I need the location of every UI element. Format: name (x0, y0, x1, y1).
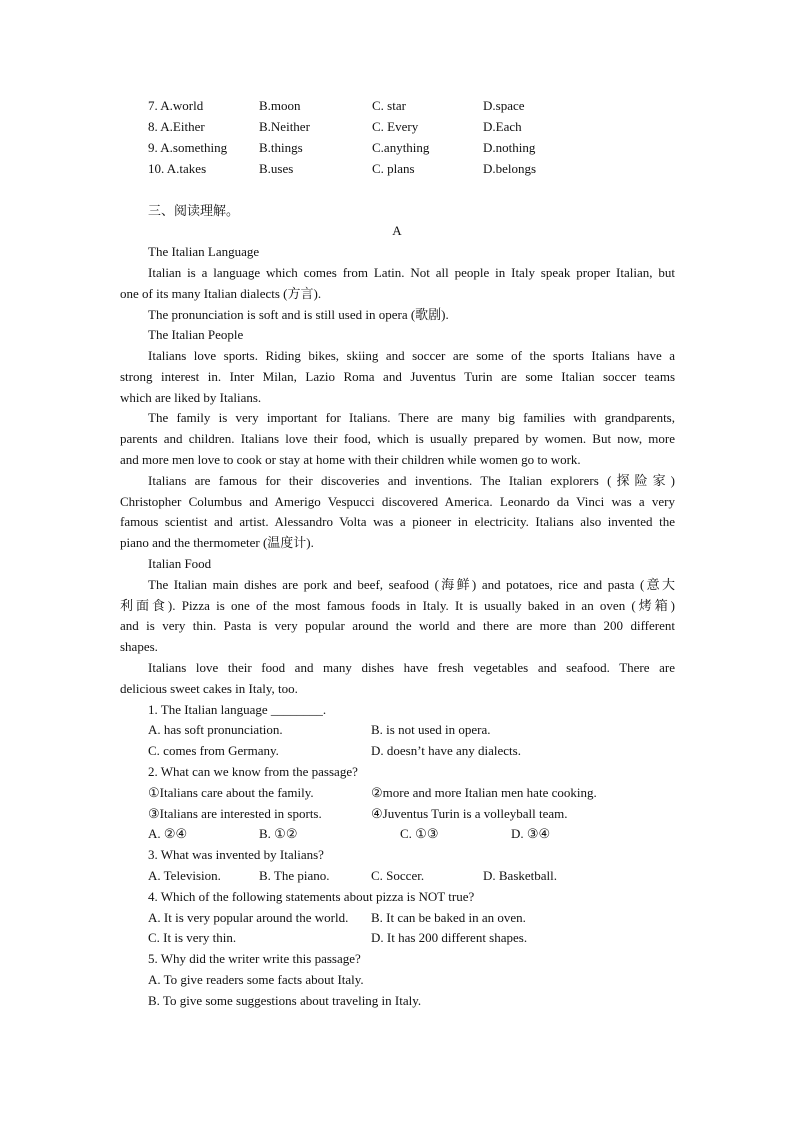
question-5: 5. Why did the writer write this passage? (148, 951, 361, 966)
paragraph-line: one of its many Italian dialects (方言). (120, 286, 322, 301)
q3-option-b: B. The piano. (259, 868, 330, 883)
q9-option-d: D.nothing (483, 140, 536, 155)
heading-italian-language: The Italian Language (148, 244, 260, 259)
paragraph-line: piano and the thermometer (温度计). (120, 535, 314, 550)
paragraph-line: strong interest in. Inter Milan, Lazio Roma and Juventus Turin are some Italian soccer teams (120, 369, 675, 384)
q1-option-b: B. is not used in opera. (371, 722, 491, 737)
q8-option-a: 8. A.Either (148, 119, 205, 134)
paragraph-line: parents and children. Italians love their food, which is usually prepared by women. But now, more (120, 431, 675, 446)
paragraph-line: 利面食). Pizza is one of the most famous foods in Italy. It is usually baked in an oven (烤箱) (120, 598, 675, 613)
q2-statement-4: ④Juventus Turin is a volleyball team. (371, 806, 568, 821)
question-4: 4. Which of the following statements about pizza is NOT true? (148, 889, 475, 904)
q2-option-c: C. ①③ (400, 826, 439, 841)
paragraph-line: Italians love their food and many dishes have fresh vegetables and seafood. There are (148, 660, 675, 675)
heading-italian-people: The Italian People (148, 327, 244, 342)
q10-option-d: D.belongs (483, 161, 537, 176)
heading-italian-food: Italian Food (148, 556, 212, 571)
question-1: 1. The Italian language ________. (148, 702, 327, 717)
q3-option-c: C. Soccer. (371, 868, 425, 883)
q7-option-c: C. star (372, 98, 406, 113)
q4-option-b: B. It can be baked in an oven. (371, 910, 526, 925)
q4-option-d: D. It has 200 different shapes. (371, 930, 528, 945)
paragraph-line: Italian is a language which comes from Latin. Not all people in Italy speak proper Italian, but (148, 265, 675, 280)
paragraph-line: delicious sweet cakes in Italy, too. (120, 681, 298, 696)
q3-option-a: A. Television. (148, 868, 221, 883)
q9-option-b: B.things (259, 140, 303, 155)
paragraph-line: Christopher Columbus and Amerigo Vespucci discovered America. Leonardo da Vinci was a very (120, 494, 675, 509)
q1-option-c: C. comes from Germany. (148, 743, 279, 758)
q2-option-a: A. ②④ (148, 826, 188, 841)
q9-option-a: 9. A.something (148, 140, 228, 155)
q2-option-b: B. ①② (259, 826, 298, 841)
paragraph-line: shapes. (120, 639, 158, 654)
q5-option-a: A. To give readers some facts about Italy. (148, 972, 364, 987)
q3-option-d: D. Basketball. (483, 868, 558, 883)
passage-label: A (392, 223, 402, 238)
q2-statement-1: ①Italians care about the family. (148, 785, 314, 800)
paragraph-line: famous scientist and artist. Alessandro Volta was a pioneer in electricity. Italians also invented the (120, 514, 675, 529)
q10-option-c: C. plans (372, 161, 415, 176)
paragraph-line: The pronunciation is soft and is still used in opera (歌剧). (148, 307, 449, 322)
q2-statement-2: ②more and more Italian men hate cooking. (371, 785, 597, 800)
q7-option-a: 7. A.world (148, 98, 204, 113)
q8-option-c: C. Every (372, 119, 419, 134)
question-2: 2. What can we know from the passage? (148, 764, 358, 779)
q4-option-c: C. It is very thin. (148, 930, 237, 945)
q7-option-b: B.moon (259, 98, 301, 113)
section-title: 三、阅读理解。 (148, 203, 240, 218)
paragraph-line: Italians are famous for their discoveries and inventions. The Italian explorers (探险家) (148, 473, 675, 488)
q2-statement-3: ③Italians are interested in sports. (148, 806, 322, 821)
q7-option-d: D.space (483, 98, 525, 113)
q10-option-a: 10. A.takes (148, 161, 207, 176)
q5-option-b: B. To give some suggestions about traveling in Italy. (148, 993, 422, 1008)
q4-option-a: A. It is very popular around the world. (148, 910, 349, 925)
q9-option-c: C.anything (372, 140, 430, 155)
q1-option-a: A. has soft pronunciation. (148, 722, 283, 737)
q10-option-b: B.uses (259, 161, 294, 176)
paragraph-line: and more men love to cook or stay at home with their children while women go to work. (120, 452, 581, 467)
q1-option-d: D. doesn’t have any dialects. (371, 743, 521, 758)
q2-option-d: D. ③④ (511, 826, 551, 841)
paragraph-line: Italians love sports. Riding bikes, skiing and soccer are some of the sports Italians have a (148, 348, 675, 363)
q8-option-d: D.Each (483, 119, 522, 134)
paragraph-line: and is very thin. Pasta is very popular around the world and there are more than 200 different (120, 618, 675, 633)
paragraph-line: The Italian main dishes are pork and beef, seafood (海鲜) and potatoes, rice and pasta (意大 (148, 577, 675, 592)
paragraph-line: which are liked by Italians. (120, 390, 262, 405)
paragraph-line: The family is very important for Italians. There are many big families with grandparents, (148, 410, 675, 425)
q8-option-b: B.Neither (259, 119, 310, 134)
question-3: 3. What was invented by Italians? (148, 847, 324, 862)
